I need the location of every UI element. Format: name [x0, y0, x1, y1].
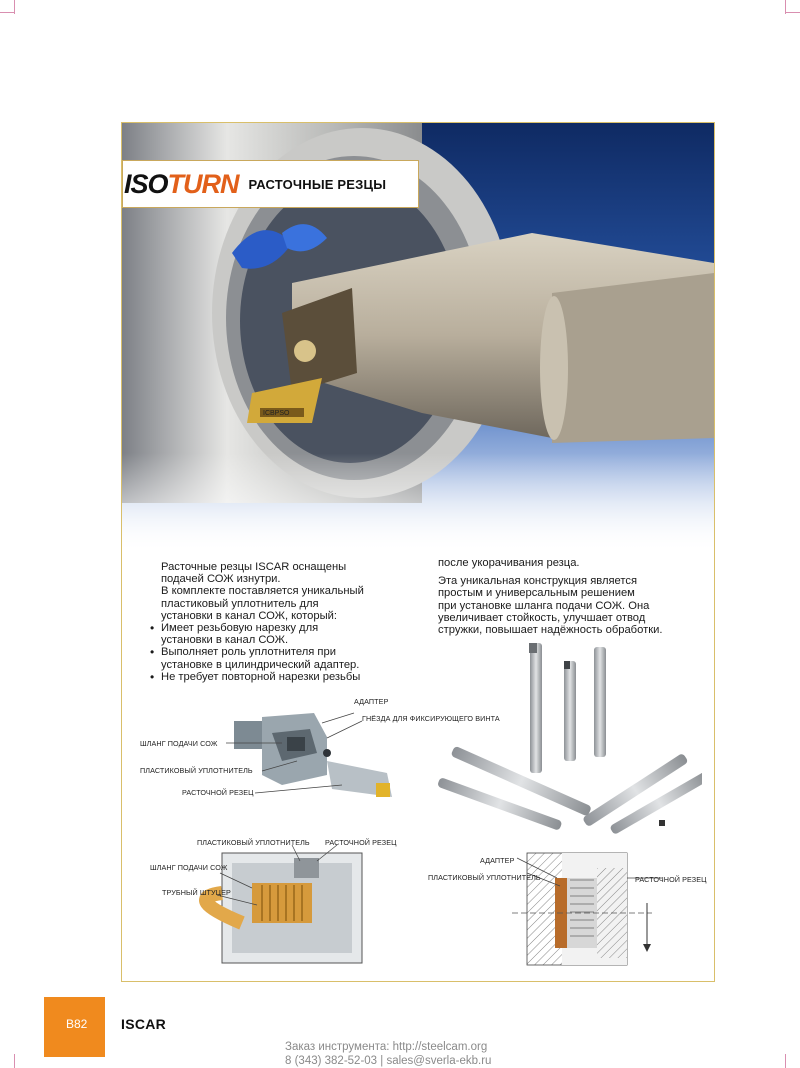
bullet-item	[134, 646, 434, 670]
bullet-item	[134, 622, 434, 646]
installation-diagram	[422, 848, 714, 973]
callout-seal-2: ПЛАСТИКОВЫЙ УПЛОТНИТЕЛЬ	[197, 838, 310, 847]
para-line: стружки, повышает надёжность обработки.	[438, 624, 663, 637]
para-line: простым и универсальным решением	[438, 587, 635, 600]
intro-line: установки в канал СОЖ, который:	[161, 609, 338, 622]
crop-mark	[785, 1054, 786, 1068]
callout-adapter: АДАПТЕР	[354, 697, 389, 706]
page-number: B82	[66, 1017, 88, 1031]
title-bar	[122, 160, 419, 208]
bullet-dot-icon: •	[150, 621, 155, 636]
bullet-text: Выполняет роль уплотнителя при	[161, 646, 336, 659]
callout-boring-bar-3: РАСТОЧНОЙ РЕЗЕЦ	[635, 875, 707, 884]
bullet-item	[134, 671, 434, 683]
intro-line: пластиковый уплотнитель для	[161, 597, 319, 610]
para-line: Эта уникальная конструкция является	[438, 575, 638, 588]
crop-mark	[0, 12, 14, 13]
bullet-text: установке в цилиндрический адаптер.	[161, 658, 360, 671]
crop-mark	[786, 12, 800, 13]
brand-name: ISCAR	[121, 1016, 167, 1032]
order-line: Заказ инструмента: http://steelcam.org	[285, 1041, 488, 1053]
callout-boring-bar: РАСТОЧНОЙ РЕЗЕЦ	[182, 788, 254, 797]
para-line: при установке шланга подачи СОЖ. Она	[438, 599, 650, 612]
callout-adapter-3: АДАПТЕР	[480, 856, 515, 865]
boring-bars-photo	[434, 635, 702, 835]
intro-line: Расточные резцы ISCAR оснащены	[161, 561, 347, 573]
bullet-dot-icon: •	[150, 669, 155, 684]
bullet-dot-icon: •	[150, 645, 155, 660]
logo-iso: ISO	[124, 168, 168, 199]
para-line: увеличивает стойкость, улучшает отвод	[438, 611, 646, 624]
logo-turn: TURN	[167, 168, 239, 199]
callout-fitting: ТРУБНЫЙ ШТУЦЕР	[162, 888, 231, 897]
callout-seal: ПЛАСТИКОВЫЙ УПЛОТНИТЕЛЬ	[140, 766, 253, 775]
callout-boring-bar-2: РАСТОЧНОЙ РЕЗЕЦ	[325, 838, 397, 847]
cross-section-diagram	[122, 833, 422, 973]
bullet-text: Не требует повторной нарезки резьбы	[161, 670, 361, 683]
isoturn-logo	[124, 169, 239, 200]
intro-line: В комплекте поставляется уникальный	[161, 585, 364, 598]
right-text-column	[438, 557, 708, 636]
crop-mark	[14, 1054, 15, 1068]
crop-mark	[14, 0, 15, 14]
callout-hose: ШЛАНГ ПОДАЧИ СОЖ	[140, 739, 218, 748]
insert-marking: ICBPSO	[263, 410, 290, 417]
continuation-line: после укорачивания резца.	[438, 557, 580, 569]
callout-screw-sockets: ГНЁЗДА ДЛЯ ФИКСИРУЮЩЕГО ВИНТА	[362, 714, 500, 723]
callout-seal-3: ПЛАСТИКОВЫЙ УПЛОТНИТЕЛЬ	[428, 873, 541, 882]
catalog-frame	[121, 122, 715, 982]
callout-hose-2: ШЛАНГ ПОДАЧИ СОЖ	[150, 863, 228, 872]
bullet-text: установки в канал СОЖ.	[161, 634, 289, 647]
page-title: РАСТОЧНЫЕ РЕЗЦЫ	[248, 176, 387, 192]
contact-line: 8 (343) 382-52-03 | sales@sverla-ekb.ru	[285, 1055, 492, 1067]
intro-line: подачей СОЖ изнутри.	[161, 573, 281, 586]
adapter-assembly-diagram	[122, 693, 422, 818]
intro-text-column	[134, 561, 434, 683]
bullet-text: Имеет резьбовую нарезку для	[161, 622, 319, 635]
